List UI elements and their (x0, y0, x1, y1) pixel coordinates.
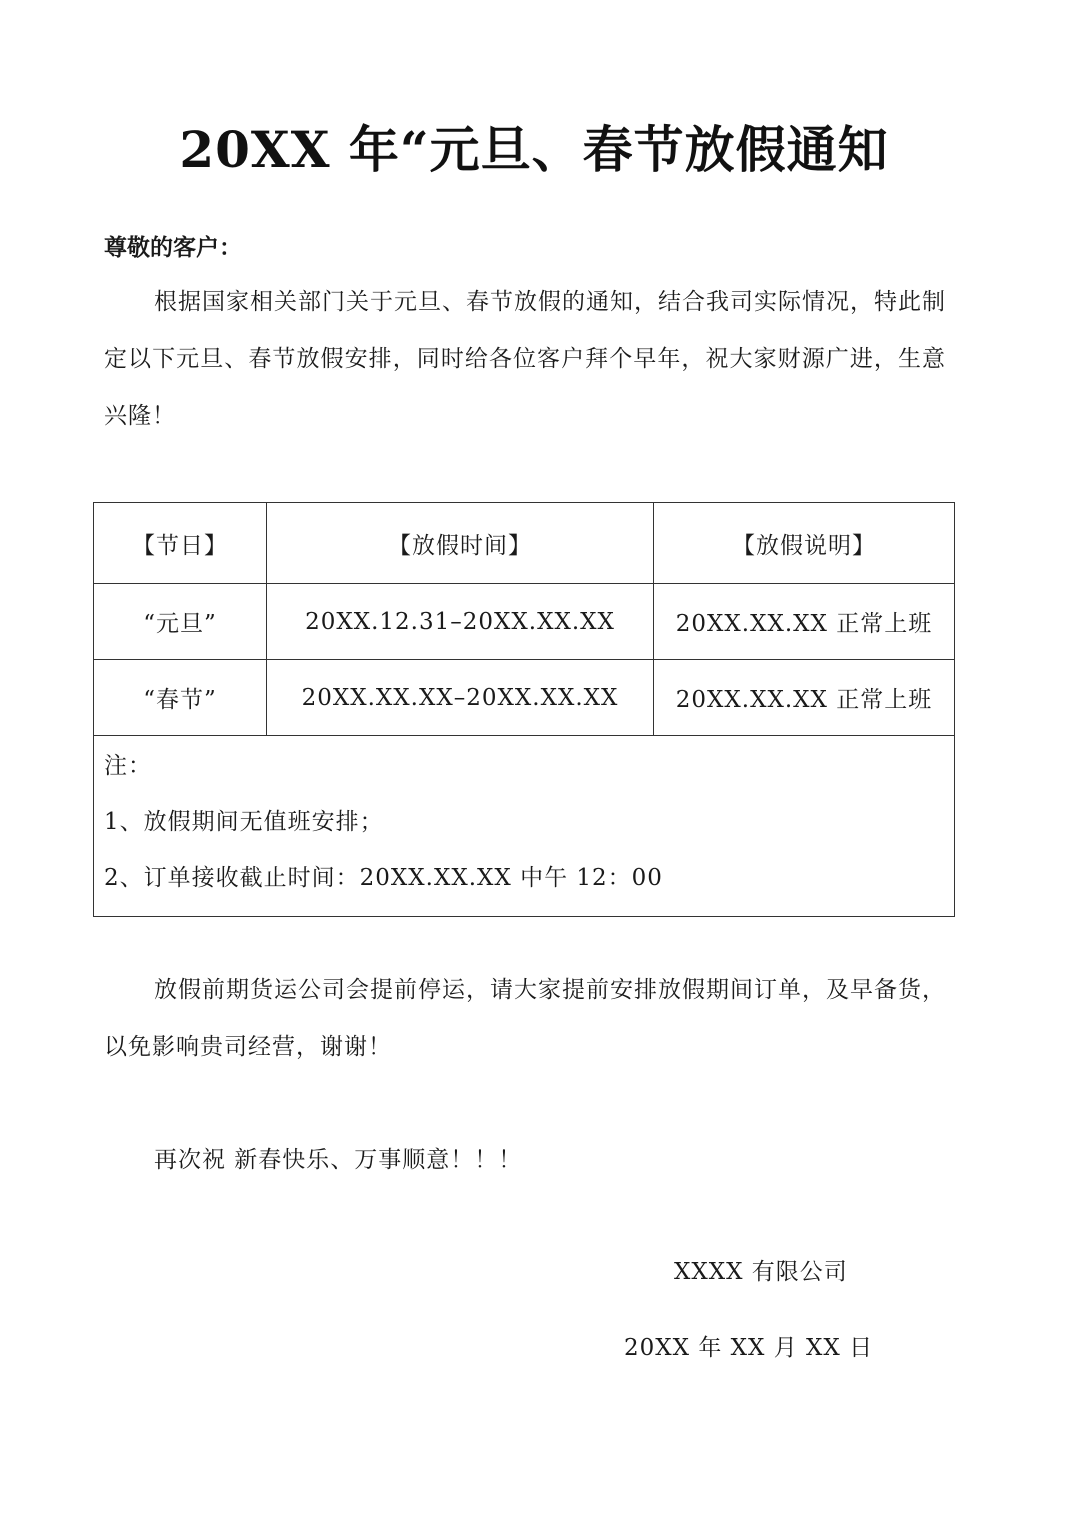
header-note: 【放假说明】 (654, 503, 955, 584)
notes-cell (94, 736, 955, 917)
note-item: 1、放假期间无值班安排； (104, 809, 384, 835)
table-row (94, 584, 955, 660)
header-holiday: 【节日】 (94, 503, 267, 584)
notes-heading: 注： (104, 753, 152, 779)
note-item: 2、订单接收截止时间：20XX.XX.XX 中午 12：00 (104, 865, 663, 891)
closing-wish: 再次祝 新春快乐、万事顺意！！！ (154, 1147, 523, 1173)
reminder-paragraph: 放假前期货运公司会提前停运，请大家提前安排放假期间订单，及早备货，以免影响贵司经营，谢谢！ (104, 977, 946, 1060)
holiday-schedule-table (93, 502, 955, 917)
cell-holiday: “元旦” (94, 584, 267, 660)
table-row (94, 660, 955, 736)
cell-period: 20XX.12.31–20XX.XX.XX (267, 584, 654, 660)
greeting: 尊敬的客户： (104, 234, 242, 261)
header-period: 【放假时间】 (267, 503, 654, 584)
table-header-row (94, 503, 955, 584)
cell-holiday: “春节” (94, 660, 267, 736)
cell-note: 20XX.XX.XX 正常上班 (654, 660, 955, 736)
signature-company: XXXX 有限公司 (674, 1259, 848, 1285)
cell-note: 20XX.XX.XX 正常上班 (654, 584, 955, 660)
intro-paragraph: 根据国家相关部门关于元旦、春节放假的通知，结合我司实际情况，特此制定以下元旦、春节放假安排，同时给各位客户拜个早年，祝大家财源广进，生意兴隆！ (104, 289, 946, 429)
signature-date: 20XX 年 XX 月 XX 日 (624, 1335, 874, 1361)
document-title: 20XX 年“元旦、春节放假通知 (179, 120, 889, 179)
table-notes-row (94, 736, 955, 917)
cell-period: 20XX.XX.XX–20XX.XX.XX (267, 660, 654, 736)
